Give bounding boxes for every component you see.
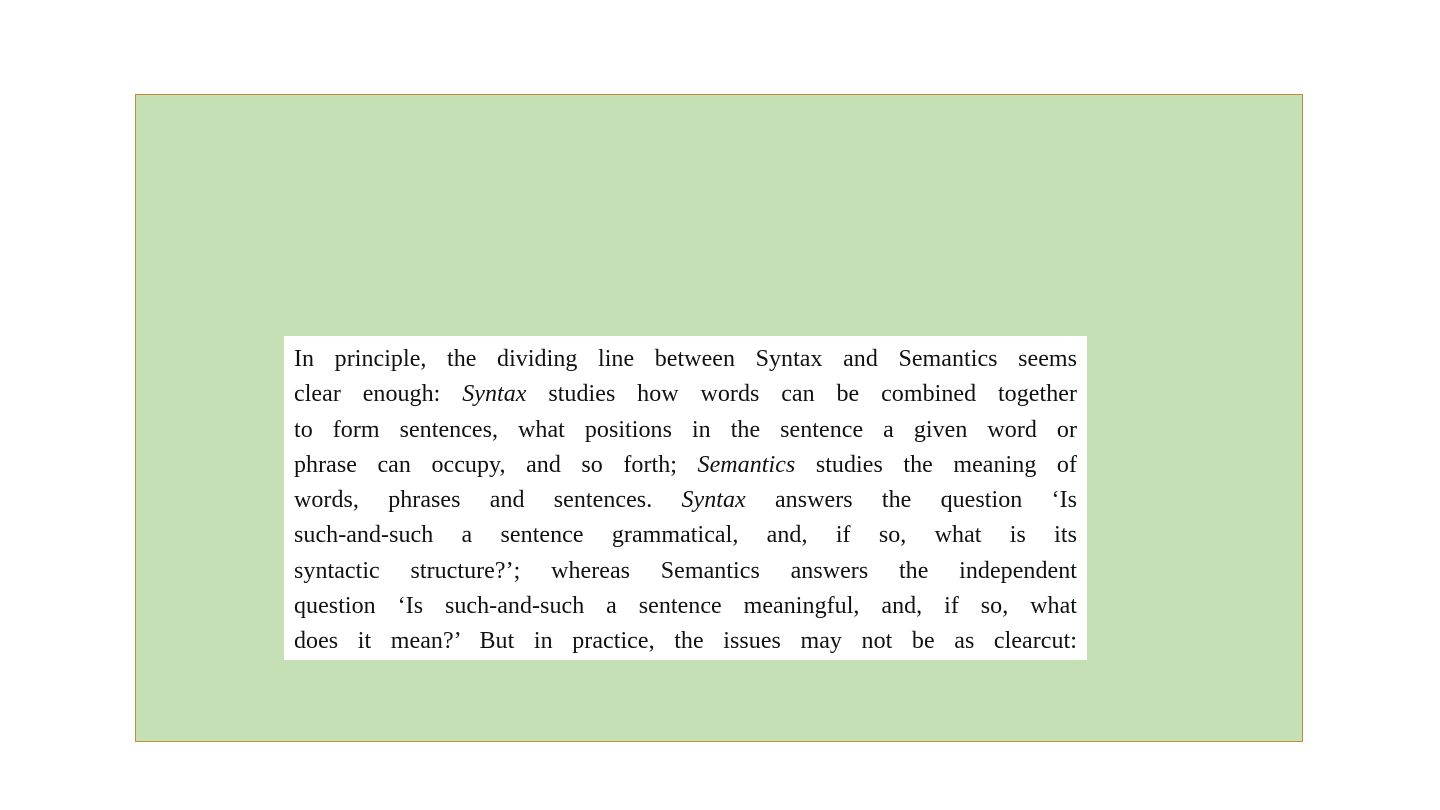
excerpt-line — [294, 554, 1077, 589]
excerpt-line — [294, 413, 1077, 448]
excerpt-line — [294, 589, 1077, 624]
excerpt-line — [294, 377, 1077, 412]
italic-term: Syntax — [681, 487, 746, 514]
line-text: does it mean?’ But in practice, the issues may not be as clearcut: — [294, 628, 1077, 655]
excerpt-line — [294, 448, 1077, 483]
line-text: words, phrases and sentences. — [294, 487, 682, 514]
excerpt-line — [294, 624, 1077, 659]
line-text: studies how words can be combined together — [526, 381, 1077, 408]
line-text: to form sentences, what positions in the sentence a given word or — [294, 416, 1077, 443]
line-text: phrase can occupy, and so forth; — [294, 451, 698, 478]
line-text: In principle, the dividing line between Syntax and Semantics seems — [294, 346, 1077, 372]
line-text: syntactic structure?’; whereas Semantics answers the independent — [294, 557, 1077, 584]
line-text: clear enough: — [294, 381, 463, 408]
excerpt-line — [294, 518, 1077, 553]
line-text: answers the question ‘Is — [745, 487, 1077, 514]
line-text: such-and-such a sentence grammatical, and, if so, what is its — [294, 522, 1077, 549]
text-excerpt-image — [284, 336, 1087, 660]
excerpt-line — [294, 342, 1077, 377]
italic-term: Semantics — [697, 451, 796, 478]
italic-term: Syntax — [462, 381, 527, 408]
line-text: studies the meaning of — [795, 451, 1077, 478]
excerpt-line — [294, 483, 1077, 518]
line-text: question ‘Is such-and-such a sentence meaningful, and, if so, what — [294, 593, 1077, 620]
